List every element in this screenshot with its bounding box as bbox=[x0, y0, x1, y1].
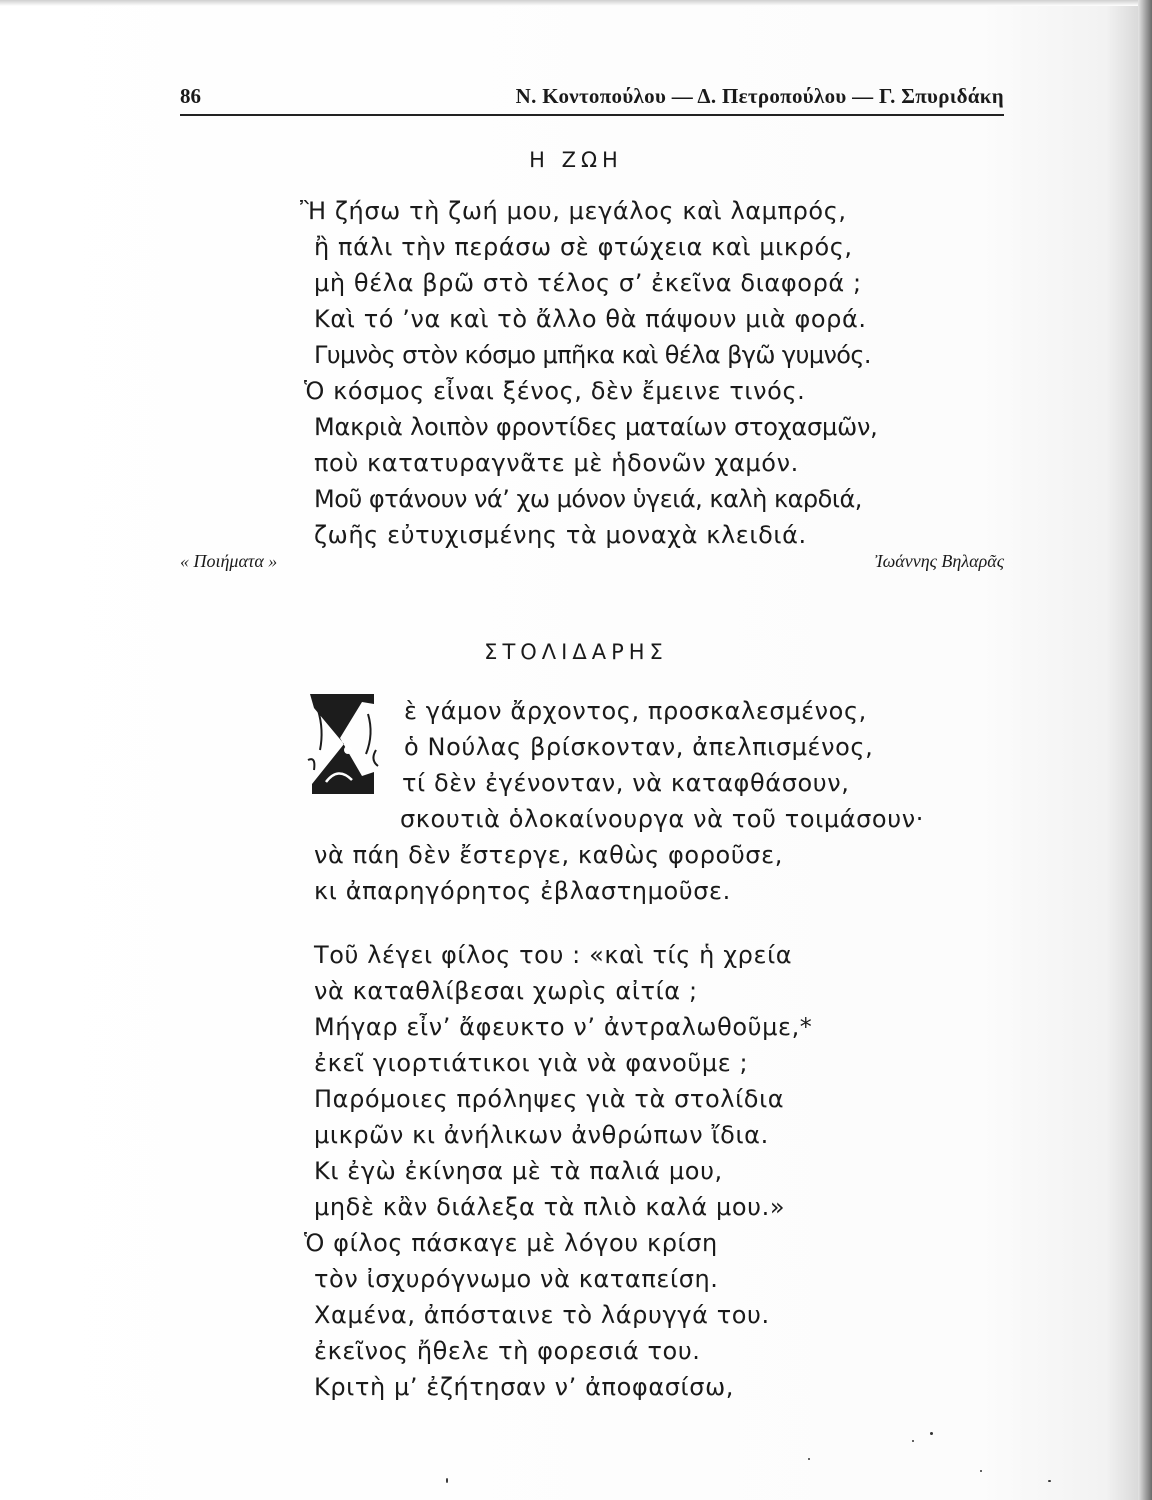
poem1-line: Μακριὰ λοιπὸν φροντίδες ματαίων στοχασμῶν, bbox=[314, 413, 878, 441]
scan-speck bbox=[912, 1440, 914, 1442]
poem2-line: μηδὲ κἂν διάλεξα τὰ πλιὸ καλά μου.» bbox=[314, 1193, 786, 1221]
page-top-edge bbox=[0, 0, 1152, 6]
scan-speck bbox=[808, 1458, 810, 1460]
ornate-dropcap-sigma bbox=[304, 690, 380, 802]
poem1-source: « Ποιήματα » bbox=[180, 551, 278, 571]
poem1-line: ποὺ κατατυραγνᾶτε μὲ ἡδονῶν χαμόν. bbox=[314, 449, 799, 477]
poem2-title: ΣΤΟΛΙΔΑΡΗΣ bbox=[484, 640, 668, 664]
page-binding-edge bbox=[1138, 0, 1152, 1500]
page-header bbox=[180, 84, 1004, 116]
poem2-line: τὸν ἰσχυρόγνωμο νὰ καταπείση. bbox=[314, 1265, 719, 1293]
scan-speck bbox=[930, 1432, 933, 1435]
poem2-line: Χαμένα, ἀπόσταινε τὸ λάρυγγά του. bbox=[314, 1301, 770, 1329]
poem2-line: νὰ καταθλίβεσαι χωρὶς αἰτία ; bbox=[314, 977, 698, 1005]
poem2-line: Κι ἐγὼ ἐκίνησα μὲ τὰ παλιά μου, bbox=[314, 1157, 723, 1185]
poem2-line: ὲ γάμον ἄρχοντος, προσκαλεσμένος, bbox=[404, 697, 867, 725]
poem2-line: νὰ πάη δὲν ἔστεργε, καθὼς φοροῦσε, bbox=[314, 841, 783, 869]
poem1-author: Ἰωάννης Βηλαρᾶς bbox=[874, 551, 1004, 571]
poem1-line: Ὁ κόσμος εἶναι ξένος, δὲν ἔμεινε τινός. bbox=[304, 377, 806, 405]
poem1-line: Μοῦ φτάνουν νά’ χω μόνον ὑγειά, καλὴ καρδιά, bbox=[314, 485, 862, 513]
scan-speck bbox=[1048, 1480, 1051, 1482]
poem1-line: Ἢ ζήσω τὴ ζωή μου, μεγάλος καὶ λαμπρός, bbox=[300, 197, 847, 225]
scan-speck bbox=[446, 1478, 448, 1483]
poem1-line: Καὶ τό ’να καὶ τὸ ἄλλο θὰ πάψουν μιὰ φορά. bbox=[314, 305, 867, 333]
poem2-line: ἐκεῖνος ἤθελε τὴ φορεσιά του. bbox=[314, 1337, 701, 1365]
poem1-line: μὴ θέλα βρῶ στὸ τέλος σ’ ἐκεῖνα διαφορά ; bbox=[314, 269, 862, 297]
poem2-line: μικρῶν κι ἀνήλικων ἀνθρώπων ἴδια. bbox=[314, 1121, 769, 1149]
poem2-line: ἐκεῖ γιορτιάτικοι γιὰ νὰ φανοῦμε ; bbox=[314, 1049, 749, 1077]
poem1-line: ἢ πάλι τὴν περάσω σὲ φτώχεια καὶ μικρός, bbox=[314, 233, 853, 261]
poem2-line: Ὁ φίλος πάσκαγε μὲ λόγου κρίση bbox=[304, 1229, 718, 1257]
poem2-line: τί δὲν ἐγένονταν, νὰ καταφθάσουν, bbox=[402, 769, 850, 797]
poem2-line: ὁ Νούλας βρίσκονταν, ἀπελπισμένος, bbox=[404, 733, 874, 761]
running-head: Ν. Κοντοπούλου — Δ. Πετροπούλου — Γ. Σπυριδάκη bbox=[515, 84, 1004, 108]
page-number: 86 bbox=[180, 84, 201, 108]
poem2-line: Παρόμοιες πρόληψες γιὰ τὰ στολίδια bbox=[314, 1085, 785, 1113]
poem1-line: Γυμνὸς στὸν κόσμο μπῆκα καὶ θέλα βγῶ γυμνός. bbox=[314, 341, 871, 369]
poem2-line: σκουτιὰ ὁλοκαίνουργα νὰ τοῦ τοιμάσουν· bbox=[400, 805, 924, 833]
poem2-line: Κριτὴ μ’ ἐζήτησαν ν’ ἀποφασίσω, bbox=[314, 1373, 735, 1401]
poem2-line: Τοῦ λέγει φίλος του : «καὶ τίς ἡ χρεία bbox=[314, 941, 793, 969]
poem1-line: ζωῆς εὐτυχισμένης τὰ μοναχὰ κλειδιά. bbox=[314, 521, 807, 549]
poem1-title: Η ΖΩΗ bbox=[529, 148, 623, 172]
scan-speck bbox=[980, 1470, 982, 1472]
poem2-line: κι ἀπαρηγόρητος ἐβλαστημοῦσε. bbox=[314, 877, 731, 905]
poem2-line: Μήγαρ εἶν’ ἄφευκτο ν’ ἀντραλωθοῦμε,* bbox=[314, 1013, 813, 1041]
